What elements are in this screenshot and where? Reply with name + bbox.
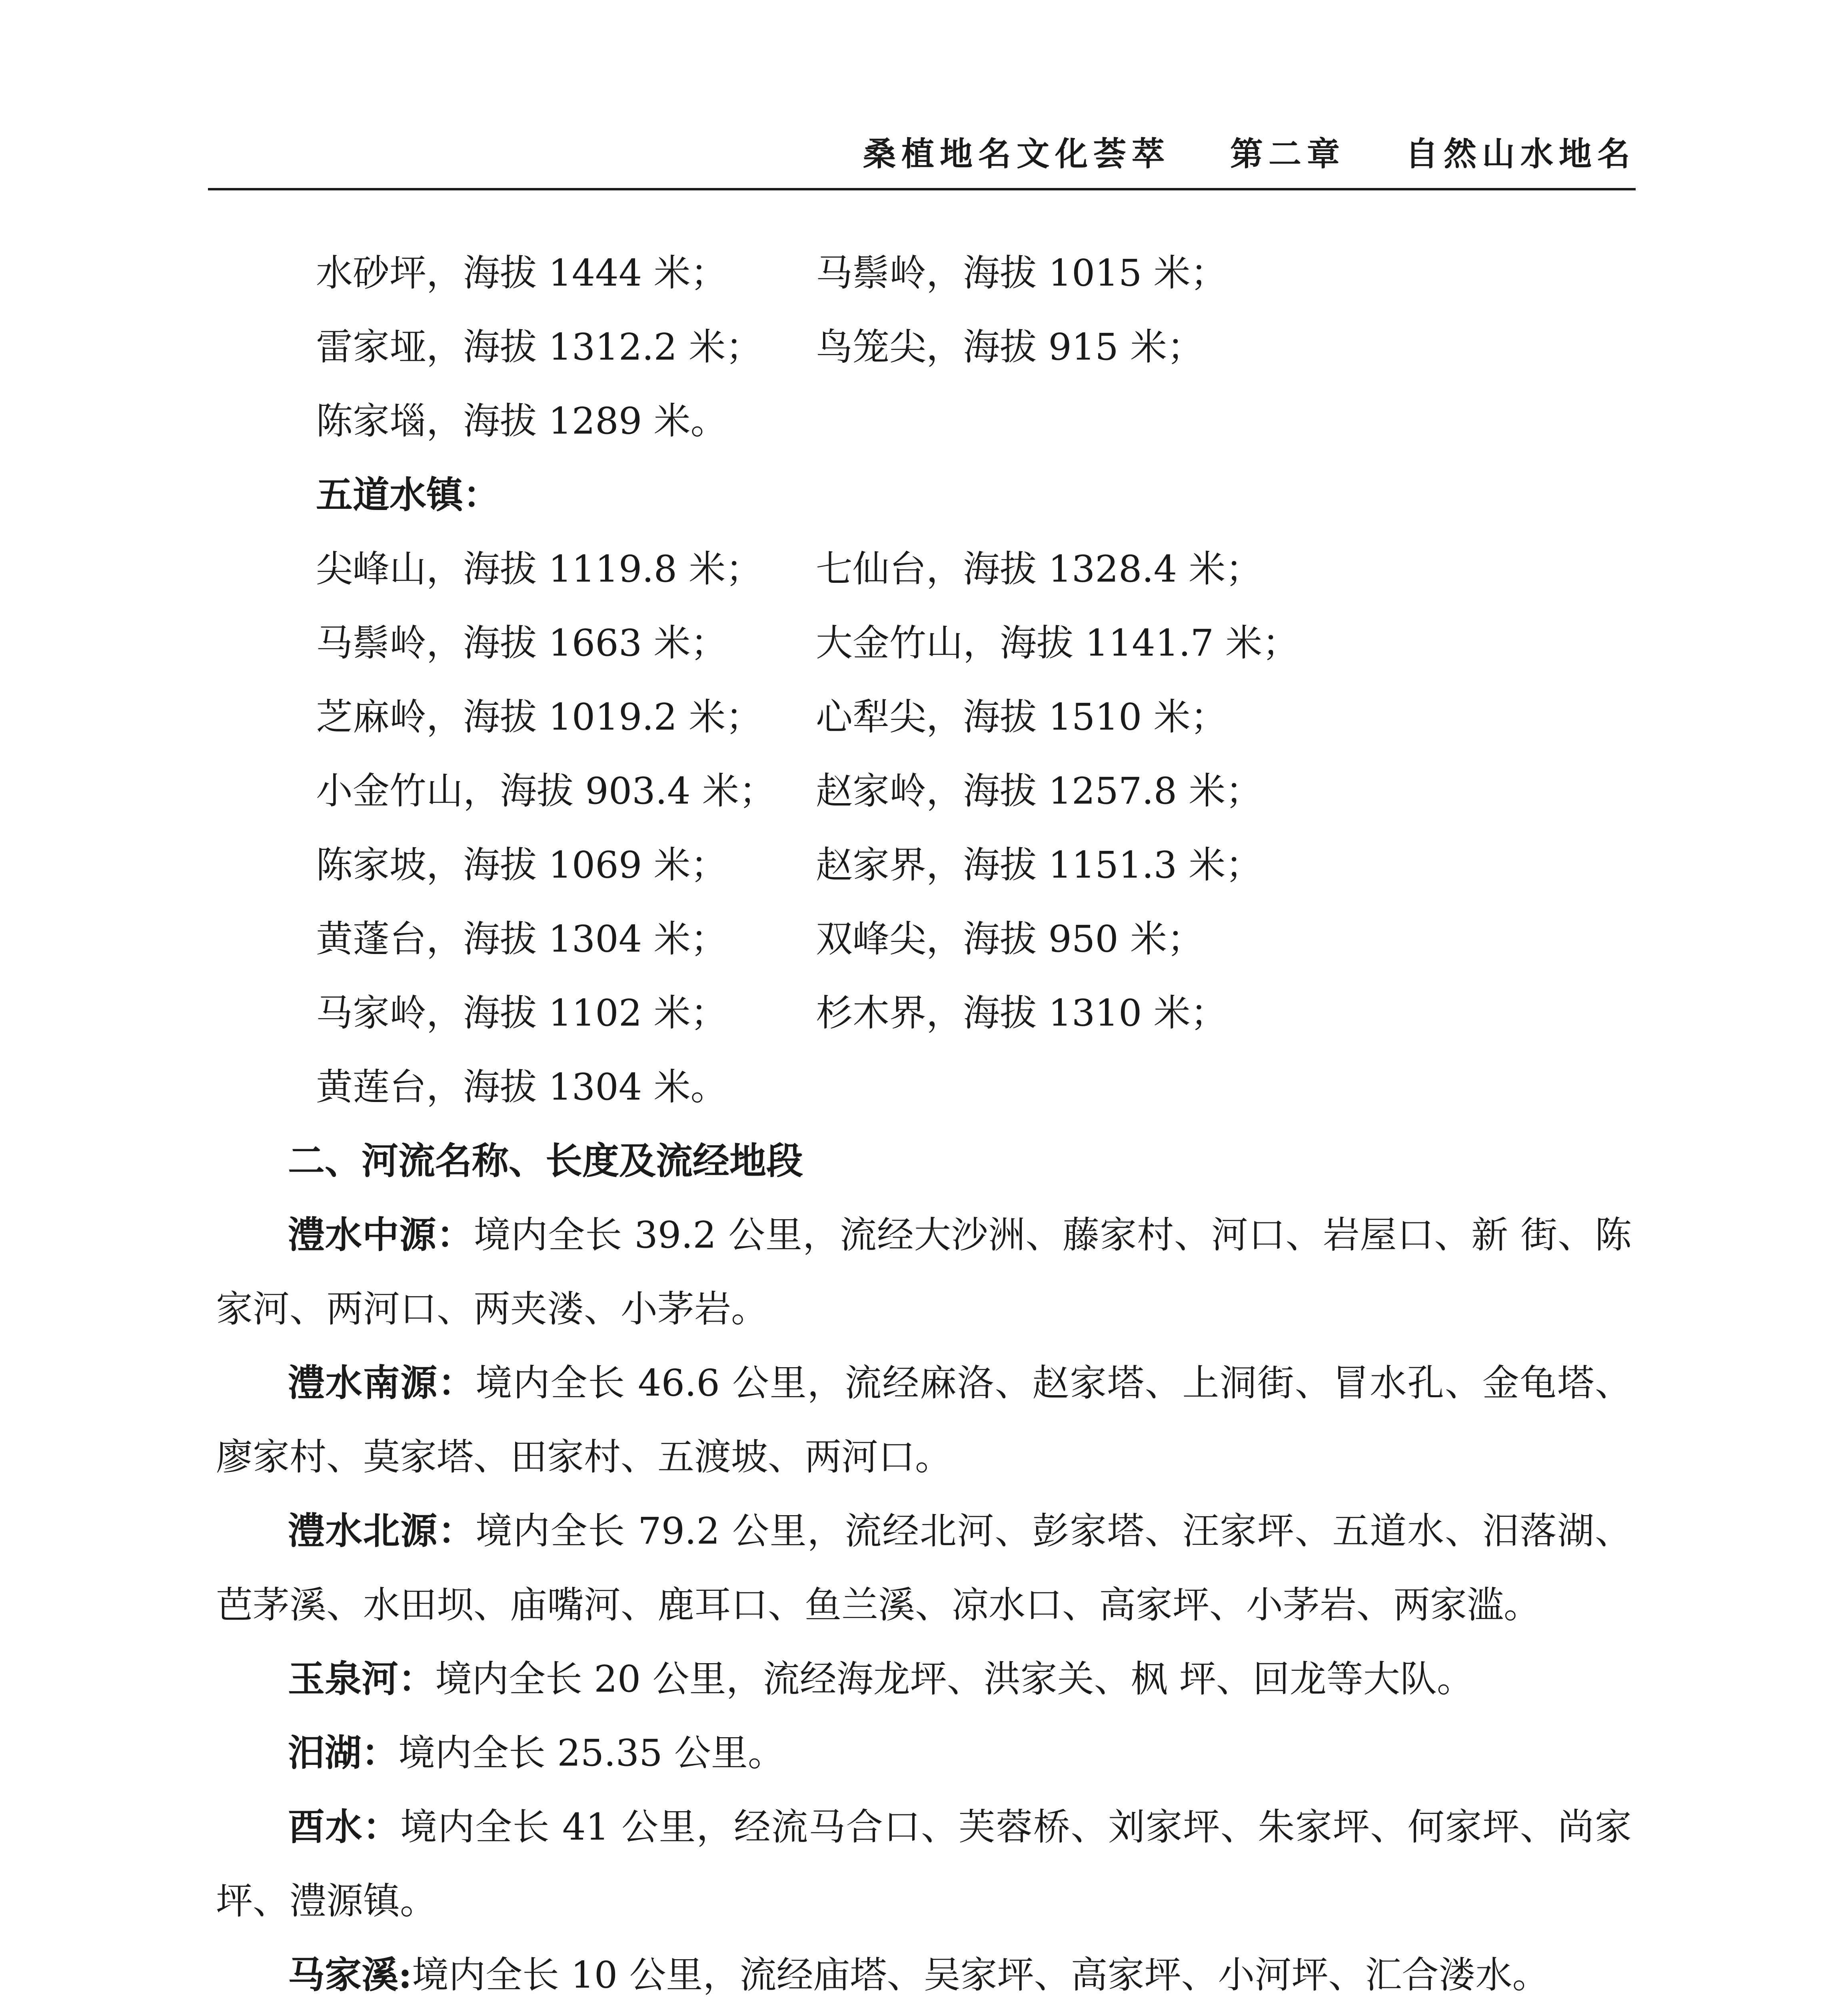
river-name: 澧水北源： xyxy=(288,1509,475,1552)
elevation-entry: 马鬃岭，海拔 1015 米； xyxy=(816,252,1227,294)
elevation-row xyxy=(216,384,1632,458)
river-description: 境内全长 25.35 公里。 xyxy=(398,1732,785,1774)
elevation-row xyxy=(216,902,1632,976)
elevation-entry: 黄蓬台，海拔 1304 米； xyxy=(316,918,727,960)
river-description: 境内全长 39.2 公里，流经大沙洲、藤家村、河口、岩屋口、新 街、陈家河、两河口、两夹溇、小茅岩。 xyxy=(216,1214,1632,1330)
river-description: 境内全长 46.6 公里，流经麻洛、赵家塔、上洞街、冒水孔、金龟塔、廖家村、莫家塔、田家村、五渡坡、两河口。 xyxy=(216,1362,1632,1478)
header-section: 自然山水地名 xyxy=(1405,135,1636,173)
river-name: 澧水中源： xyxy=(288,1213,474,1256)
river-paragraph xyxy=(216,1938,1632,2000)
river-paragraph xyxy=(216,1346,1632,1494)
elevation-entry: 雷家垭，海拔 1312.2 米； xyxy=(316,326,763,368)
elevation-entry: 陈家坡，海拔 1069 米； xyxy=(316,844,727,886)
river-paragraph xyxy=(216,1198,1632,1346)
header-rule xyxy=(208,188,1636,190)
elevation-row xyxy=(216,1050,1632,1124)
elevation-row xyxy=(216,236,1632,310)
river-name: 澧水南源： xyxy=(288,1361,475,1404)
river-paragraph xyxy=(216,1642,1632,1716)
elevation-entry: 水砂坪，海拔 1444 米； xyxy=(316,252,727,294)
elevation-entry: 大金竹山，海拔 1141.7 米； xyxy=(816,622,1299,664)
river-name: 马家溪: xyxy=(288,1953,412,1996)
elevation-row xyxy=(216,606,1632,680)
elevation-row xyxy=(216,976,1632,1050)
elevation-entry: 小金竹山，海拔 903.4 米； xyxy=(316,770,776,812)
elevation-row xyxy=(216,310,1632,384)
elevation-entry: 赵家界，海拔 1151.3 米； xyxy=(816,844,1263,886)
elevation-entry: 七仙台，海拔 1328.4 米； xyxy=(816,548,1263,590)
river-description: 境内全长 41 公里，经流马合口、芙蓉桥、刘家坪、朱家坪、何家坪、尚家坪、澧源镇。 xyxy=(216,1806,1632,1922)
page-body xyxy=(216,236,1632,2000)
river-paragraph xyxy=(216,1716,1632,1790)
elevation-row xyxy=(216,532,1632,606)
running-header xyxy=(0,128,1636,175)
header-book-title: 桑植地名文化荟萃 xyxy=(863,135,1170,173)
elevation-entry: 杉木界，海拔 1310 米； xyxy=(816,992,1227,1034)
town-heading: 五道水镇： xyxy=(316,473,500,516)
elevation-row xyxy=(216,680,1632,754)
river-name: 酉水： xyxy=(288,1805,400,1848)
elevation-entry: 马鬃岭，海拔 1663 米； xyxy=(316,622,727,664)
elevation-entry: 马家岭，海拔 1102 米； xyxy=(316,992,727,1034)
river-paragraph xyxy=(216,1790,1632,1938)
elevation-entry: 赵家岭，海拔 1257.8 米； xyxy=(816,770,1263,812)
river-description: 境内全长 10 公里，流经庙塔、吴家坪、高家坪、小河坪、汇合溇水。 xyxy=(412,1954,1549,1996)
river-paragraph xyxy=(216,1494,1632,1642)
section-heading: 二、河流名称、长度及流经地段 xyxy=(288,1139,803,1182)
elevation-entry: 黄莲台，海拔 1304 米。 xyxy=(316,1066,727,1108)
river-description: 境内全长 20 公里，流经海龙坪、洪家关、枫 坪、回龙等大队。 xyxy=(435,1658,1474,1700)
elevation-row xyxy=(216,828,1632,902)
elevation-entry: 双峰尖，海拔 950 米； xyxy=(816,918,1204,960)
elevation-entry: 芝麻岭，海拔 1019.2 米； xyxy=(316,696,763,738)
elevation-row xyxy=(216,754,1632,828)
river-description: 境内全长 79.2 公里，流经北河、彭家塔、汪家坪、五道水、汨落湖、芭茅溪、水田坝、庙嘴河、鹿耳口、鱼兰溪、凉水口、高家坪、小茅岩、两家滥。 xyxy=(216,1510,1632,1626)
elevation-entry: 心犁尖，海拔 1510 米； xyxy=(816,696,1227,738)
elevation-entry: 尖峰山，海拔 1119.8 米； xyxy=(316,548,763,590)
header-chapter: 第二章 xyxy=(1230,135,1345,173)
elevation-entry: 陈家堖，海拔 1289 米。 xyxy=(316,400,727,442)
elevation-entry: 鸟笼尖，海拔 915 米； xyxy=(816,326,1204,368)
river-name: 汨湖： xyxy=(288,1731,399,1774)
river-name: 玉泉河： xyxy=(288,1657,436,1700)
